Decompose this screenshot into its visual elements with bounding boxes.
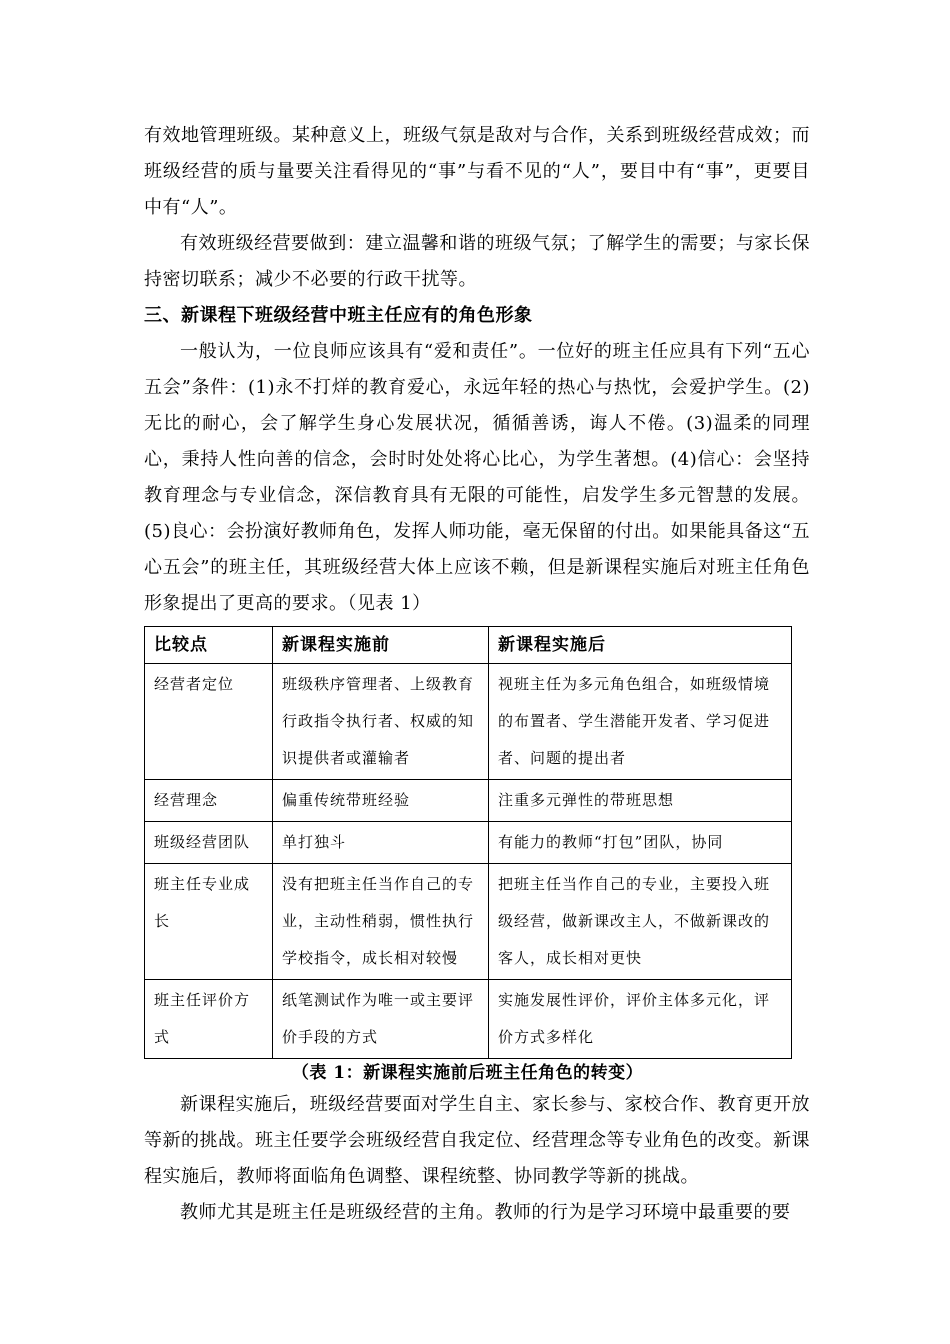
- table-row: [145, 864, 792, 980]
- paragraph-1: 有效地管理班级。某种意义上，班级气氛是敌对与合作，关系到班级经营成效；而班级经营的质与量要关注看得见的“事”与看不见的“人”，要目中有“事”，更要目中有“人”。: [144, 125, 810, 218]
- table-cell: 班级秩序管理者、上级教育行政指令执行者、权威的知识提供者或灌输者: [273, 664, 489, 780]
- header-cell: 比较点: [145, 627, 273, 664]
- table-row: [145, 822, 792, 864]
- header-cell: 新课程实施前: [273, 627, 489, 664]
- table-row: [145, 980, 792, 1059]
- table-cell: 纸笔测试作为唯一或主要评价手段的方式: [273, 980, 489, 1059]
- paragraph-2: 有效班级经营要做到：建立温馨和谐的班级气氛；了解学生的需要；与家长保持密切联系；减少不必要的行政干扰等。: [144, 233, 810, 290]
- table-cell: 视班主任为多元角色组合，如班级情境的布置者、学生潜能开发者、学习促进者、问题的提出者: [489, 664, 792, 780]
- paragraph-5: 教师尤其是班主任是班级经营的主角。教师的行为是学习环境中最重要的要: [180, 1202, 791, 1223]
- table-cell: 班级经营团队: [145, 822, 273, 864]
- table-cell: 经营理念: [145, 780, 273, 822]
- comparison-table: [144, 626, 792, 1059]
- table-cell: 偏重传统带班经验: [273, 780, 489, 822]
- table-cell: 有能力的教师“打包”团队，协同: [489, 822, 792, 864]
- table-row: [145, 780, 792, 822]
- paragraph-3: 一般认为，一位良师应该具有“爱和责任”。一位好的班主任应具有下列“五心五会”条件：(1)永不打烊的教育爱心，永远年轻的热心与热忱，会爱护学生。(2)无比的耐心，会了解学生身心发展状况，循循善诱，诲人不倦。(3)温柔的同理心，秉持人性向善的信念，会时时处处将心比心，为学生著想。(4)信心：会坚持教育理念与专业信念，深信教育具有无限的可能性，启发学生多元智慧的发展。(5)良心：会扮演好教师角色，发挥人师功能，毫无保留的付出。如果能具备这“五心五会”的班主任，其班级经营大体上应该不赖，但是新课程实施后对班主任角色形象提出了更高的要求。（见表 1）: [144, 341, 810, 614]
- paragraph-4: 新课程实施后，班级经营要面对学生自主、家长参与、家校合作、教育更开放等新的挑战。班主任要学会班级经营自我定位、经营理念等专业角色的改变。新课程实施后，教师将面临角色调整、课程统整、协同教学等新的挑战。: [144, 1094, 810, 1187]
- table-caption: （表 1：新课程实施前后班主任角色的转变）: [291, 1063, 644, 1083]
- table-row: [145, 664, 792, 780]
- table-cell: 把班主任当作自己的专业，主要投入班级经营，做新课改主人，不做新课改的客人，成长相对更快: [489, 864, 792, 980]
- table-cell: 注重多元弹性的带班思想: [489, 780, 792, 822]
- table-header-row: [145, 627, 792, 664]
- document-page: [144, 118, 810, 1231]
- table-cell: 实施发展性评价，评价主体多元化，评价方式多样化: [489, 980, 792, 1059]
- table-cell: 单打独斗: [273, 822, 489, 864]
- table-cell: 没有把班主任当作自己的专业，主动性稍弱，惯性执行学校指令，成长相对较慢: [273, 864, 489, 980]
- table-cell: 经营者定位: [145, 664, 273, 780]
- header-cell: 新课程实施后: [489, 627, 792, 664]
- table-cell: 班主任评价方式: [145, 980, 273, 1059]
- section-heading: 三、新课程下班级经营中班主任应有的角色形象: [144, 305, 533, 326]
- table-cell: 班主任专业成长: [145, 864, 273, 980]
